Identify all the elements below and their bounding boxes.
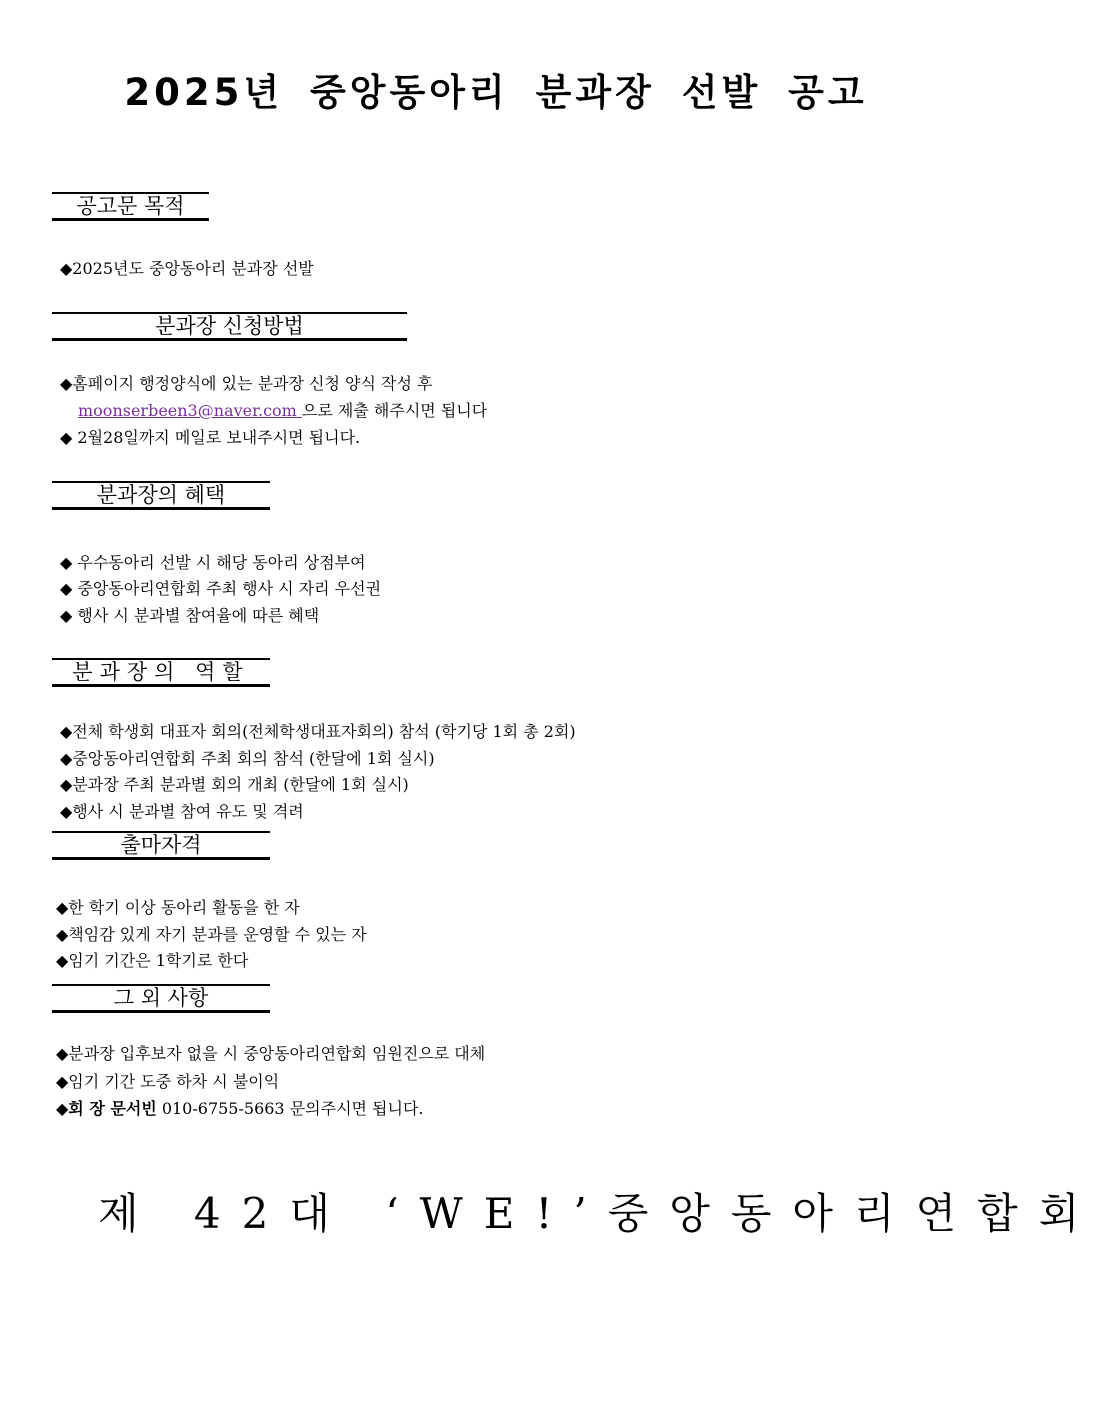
- section-heading-benefits: 분과장의 혜택: [52, 481, 270, 510]
- role-line-3: ◆분과장 주최 분과별 회의 개최 (한달에 1회 실시): [60, 775, 409, 794]
- page-title: 2025년 중앙동아리 분과장 선발 공고: [124, 71, 868, 114]
- contact-name: ◆회 장 문서빈: [56, 1099, 157, 1118]
- role-line-1: ◆전체 학생회 대표자 회의(전체학생대표자회의) 참석 (학기당 1회 총 2회): [60, 722, 576, 741]
- other-line-1: ◆분과장 입후보자 없을 시 중앙동아리연합회 임원진으로 대체: [56, 1044, 486, 1063]
- section-heading-other: 그 외 사항: [52, 984, 270, 1013]
- contact-phone-text: 010-6755-5663 문의주시면 됩니다.: [156, 1099, 424, 1118]
- section-heading-application: 분과장 신청방법: [52, 312, 407, 341]
- application-line-1: ◆홈페이지 행정양식에 있는 분과장 신청 양식 작성 후: [60, 374, 433, 393]
- benefit-line-1: ◆ 우수동아리 선발 시 해당 동아리 상점부여: [60, 553, 366, 572]
- email-link[interactable]: moonserbeen3@naver.com: [78, 401, 302, 420]
- contact-line: [56, 1099, 424, 1119]
- role-line-4: ◆행사 시 분과별 참여 유도 및 격려: [60, 802, 304, 821]
- application-line-3: ◆ 2월28일까지 메일로 보내주시면 됩니다.: [60, 428, 361, 447]
- section-heading-roles: 분과장의 역할: [52, 658, 270, 687]
- benefit-line-3: ◆ 행사 시 분과별 참여율에 따른 혜택: [60, 606, 320, 625]
- application-line-2: [78, 401, 487, 421]
- eligibility-line-2: ◆책임감 있게 자기 분과를 운영할 수 있는 자: [56, 925, 367, 944]
- application-line-2-suffix: 으로 제출 해주시면 됩니다: [301, 401, 488, 420]
- other-line-2: ◆임기 기간 도중 하차 시 불이익: [56, 1072, 280, 1091]
- section-heading-eligibility: 출마자격: [52, 831, 270, 860]
- organization-signature: 제 42대 ‘WE!’중앙동아리연합회: [98, 1189, 1100, 1238]
- benefit-line-2: ◆ 중앙동아리연합회 주최 행사 시 자리 우선권: [60, 579, 382, 598]
- eligibility-line-3: ◆임기 기간은 1학기로 한다: [56, 951, 249, 970]
- purpose-line-1: ◆2025년도 중앙동아리 분과장 선발: [60, 259, 314, 278]
- role-line-2: ◆중앙동아리연합회 주최 회의 참석 (한달에 1회 실시): [60, 749, 435, 768]
- section-heading-purpose: 공고문 목적: [52, 192, 209, 221]
- eligibility-line-1: ◆한 학기 이상 동아리 활동을 한 자: [56, 898, 300, 917]
